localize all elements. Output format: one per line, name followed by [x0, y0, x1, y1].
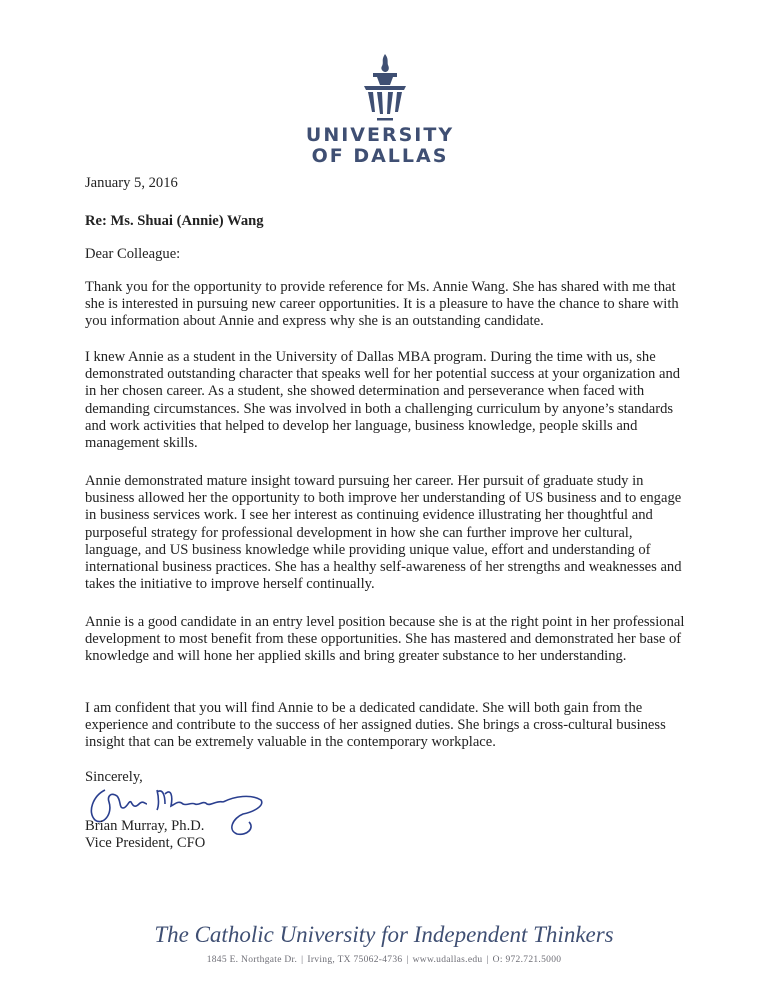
- letter-closing: Sincerely,: [85, 769, 143, 785]
- body-paragraph-5: I am confident that you will find Annie to be a dedicated candidate. She will both gain from the experience and contribute to the success of her assigned duties. She brings a cross-cultural business insight that can be extremely valuable in the contemporary workplace.: [85, 700, 666, 751]
- body-paragraph-3: Annie demonstrated mature insight toward pursuing her career. Her pursuit of graduate study in business allowed her the opportunity to both improve her understanding of US business and to engage in business services work. I see her interest as continuing evidence illustrating her thoughtful and purposeful strategy for professional development in how she can further improve her cultural, language, and US business knowledge while providing unique value, effort and understanding of international business practices. She has a healthy self-awareness of her strengths and weaknesses and takes the initiative to improve herself continually.: [85, 473, 682, 593]
- university-name: [300, 125, 460, 167]
- letter-salutation: Dear Colleague:: [85, 246, 181, 262]
- body-paragraph-2: I knew Annie as a student in the University of Dallas MBA program. During the time with us, she demonstrated outstanding character that speaks well for her potential success at your organization and in her chosen career. As a student, she showed determination and perseverance when faced with demanding circumstances. She was involved in both a challenging curriculum by anyone’s standards and work activities that helped to develop her language, business knowledge, people skills and management skills.: [85, 349, 681, 452]
- university-name-line2: OF DALLAS: [311, 145, 449, 167]
- body-paragraph-4: Annie is a good candidate in an entry level position because she is at the right point in her professional development to most benefit from these opportunities. She has mastered and demonstrated her base of knowledge and will hone her applied skills and bring greater substance to her understanding.: [85, 614, 685, 665]
- footer-city: Irving, TX 75062-4736: [307, 955, 403, 965]
- footer-phone: O: 972.721.5000: [492, 955, 562, 965]
- university-torch-logo-icon: [340, 52, 430, 124]
- footer-address-line: 1845 E. Northgate Dr. | Irving, TX 75062-4736 | www.udallas.edu | O: 972.721.5000: [206, 955, 562, 965]
- letter-date: January 5, 2016: [85, 175, 178, 191]
- footer-website-link[interactable]: www.udallas.edu: [412, 955, 483, 965]
- university-name-line1: UNIVERSITY: [305, 124, 455, 146]
- signer-name: Brian Murray, Ph.D.: [85, 818, 205, 834]
- footer-tagline: The Catholic University for Independent Thinkers: [154, 922, 614, 947]
- footer-street: 1845 E. Northgate Dr.: [206, 955, 298, 965]
- signer-title: Vice President, CFO: [85, 835, 206, 851]
- letter-subject: Re: Ms. Shuai (Annie) Wang: [85, 213, 264, 229]
- body-paragraph-1: Thank you for the opportunity to provide reference for Ms. Annie Wang. She has shared with me that she is interested in pursuing new career opportunities. It is a pleasure to have the chance to share with you information about Annie and express why she is an outstanding candidate.: [85, 279, 679, 330]
